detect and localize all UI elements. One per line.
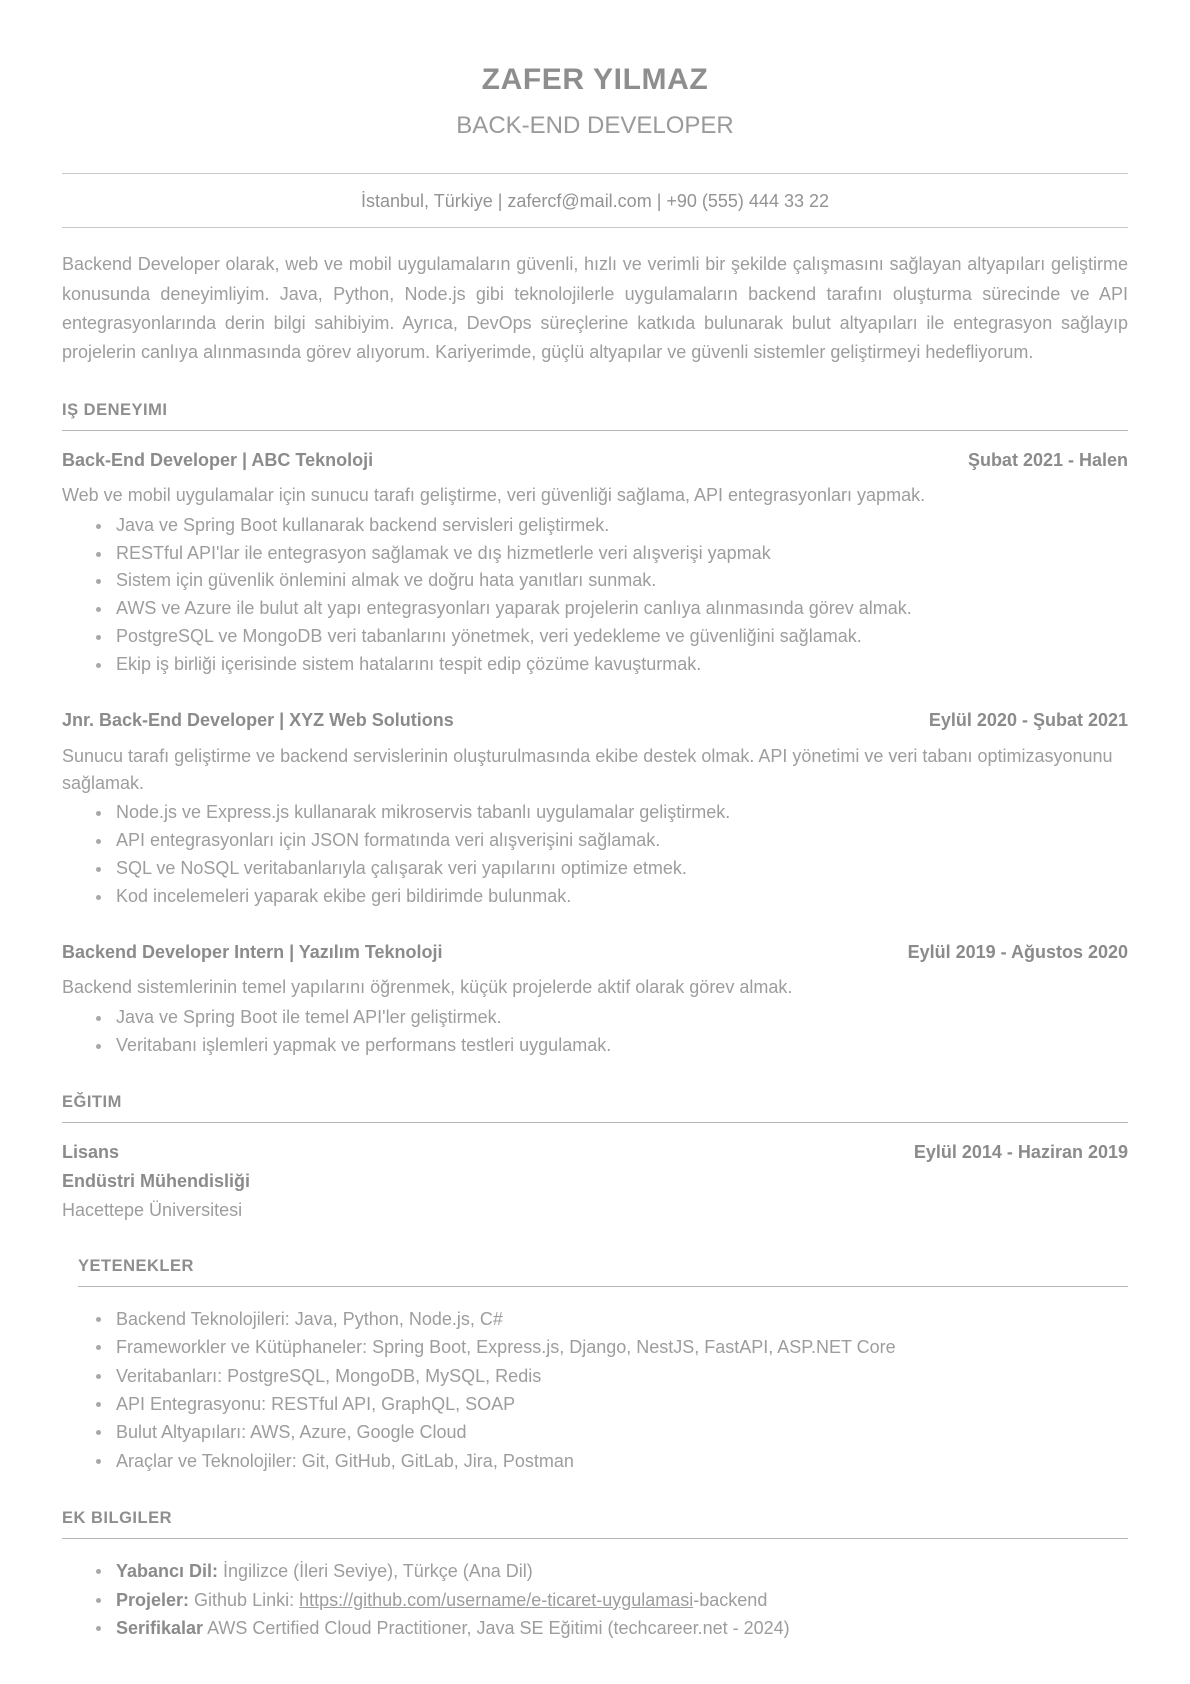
list-item	[96, 1614, 1128, 1642]
list-item: Backend Teknolojileri: Java, Python, Node.js, C#	[96, 1305, 1128, 1333]
education-section	[62, 1093, 1128, 1222]
entry-spacer	[62, 701, 1128, 709]
experience-description: Web ve mobil uygulamalar için sunucu tarafı geliştirme, veri güvenliği sağlama, API entegrasyonları yapmak.	[62, 485, 926, 506]
experience-role: Jnr. Back-End Developer | XYZ Web Solutions	[62, 710, 454, 731]
experience-description: Sunucu tarafı geliştirme ve backend servislerinin oluşturulmasında ekibe destek olmak. API yönetimi ve veri tabanı optimizasyonunu sağlamak.	[62, 745, 1113, 793]
candidate-job-title: BACK-END DEVELOPER	[456, 112, 734, 139]
education-date: Eylül 2014 - Haziran 2019	[913, 1142, 1128, 1163]
education-heading: EĞITIM	[62, 1093, 122, 1112]
experience-divider	[62, 430, 1128, 431]
extra-info-label: Yabancı Dil:	[116, 1561, 219, 1582]
education-school: Hacettepe Üniversitesi	[62, 1199, 243, 1220]
resume-header	[62, 62, 1128, 141]
experience-role: Back-End Developer | ABC Teknoloji	[62, 449, 374, 470]
education-entry-head	[62, 1141, 1128, 1164]
experience-bullet-list	[62, 799, 1128, 911]
github-project-link[interactable]: https://github.com/username/e-ticaret-uygulamasi	[299, 1589, 694, 1610]
contact-block	[62, 173, 1128, 229]
education-degree: Lisans	[62, 1142, 120, 1163]
experience-section	[62, 401, 1128, 1059]
list-item: API Entegrasyonu: RESTful API, GraphQL, SOAP	[96, 1390, 1128, 1418]
experience-heading: IŞ DENEYIMI	[62, 401, 168, 420]
extra-info-heading: EK BILGILER	[62, 1509, 173, 1528]
list-item: Bulut Altyapıları: AWS, Azure, Google Cloud	[96, 1418, 1128, 1446]
list-item: Frameworkler ve Kütüphaneler: Spring Boot, Express.js, Django, NestJS, FastAPI, ASP.NET Core	[96, 1333, 1128, 1361]
contact-bottom-divider	[62, 227, 1128, 228]
experience-entry	[62, 941, 1128, 1060]
extra-info-label: Serifikalar	[116, 1618, 204, 1639]
extra-info-divider	[62, 1538, 1128, 1539]
list-item: Ekip iş birliği içerisinde sistem hatalarını tespit edip çözüme kavuşturmak.	[96, 651, 1128, 679]
list-item: AWS ve Azure ile bulut alt yapı entegrasyonları yaparak projelerin canlıya alınmasında görev almak.	[96, 595, 1128, 623]
skills-heading: YETENEKLER	[78, 1256, 194, 1275]
extra-info-link-suffix: -backend	[693, 1589, 768, 1610]
experience-date: Eylül 2019 - Ağustos 2020	[907, 941, 1128, 962]
experience-entry-head	[62, 709, 1128, 732]
list-item: API entegrasyonları için JSON formatında veri alışverişini sağlamak.	[96, 827, 1128, 855]
list-item: PostgreSQL ve MongoDB veri tabanlarını yönetmek, veri yedekleme ve güvenliğini sağlamak.	[96, 623, 1128, 651]
list-item: RESTful API'lar ile entegrasyon sağlamak ve dış hizmetlerle veri alışverişi yapmak	[96, 540, 1128, 568]
list-item: Node.js ve Express.js kullanarak mikroservis tabanlı uygulamalar geliştirmek.	[96, 799, 1128, 827]
experience-bullet-list	[62, 1004, 1128, 1060]
experience-role: Backend Developer Intern | Yazılım Teknoloji	[62, 941, 443, 962]
extra-info-value: AWS Certified Cloud Practitioner, Java SE Eğitimi (techcareer.net - 2024)	[203, 1618, 790, 1639]
experience-description: Backend sistemlerinin temel yapılarını öğrenmek, küçük projelerde aktif olarak görev almak.	[62, 977, 793, 998]
extra-info-value: Github Linki:	[189, 1589, 300, 1610]
experience-entry-head	[62, 941, 1128, 964]
list-item: Kod incelemeleri yaparak ekibe geri bildirimde bulunmak.	[96, 883, 1128, 911]
list-item: Java ve Spring Boot kullanarak backend servisleri geliştirmek.	[96, 512, 1128, 540]
list-item	[96, 1557, 1128, 1585]
experience-bullet-list	[62, 512, 1128, 679]
experience-entry	[62, 449, 1128, 679]
list-item: Veritabanları: PostgreSQL, MongoDB, MySQL, Redis	[96, 1362, 1128, 1390]
candidate-name: ZAFER YILMAZ	[481, 63, 709, 96]
list-item: Java ve Spring Boot ile temel API'ler geliştirmek.	[96, 1004, 1128, 1032]
list-item: SQL ve NoSQL veritabanlarıyla çalışarak veri yapılarını optimize etmek.	[96, 855, 1128, 883]
list-item: Araçlar ve Teknolojiler: Git, GitHub, GitLab, Jira, Postman	[96, 1447, 1128, 1475]
list-item: Sistem için güvenlik önlemini almak ve doğru hata yanıtları sunmak.	[96, 567, 1128, 595]
extra-info-label: Projeler:	[116, 1589, 190, 1610]
extra-info-section	[62, 1509, 1128, 1642]
experience-entry	[62, 709, 1128, 911]
contact-line: İstanbul, Türkiye | zafercf@mail.com | +90 (555) 444 33 22	[360, 190, 830, 211]
skills-divider	[78, 1286, 1128, 1287]
education-divider	[62, 1122, 1128, 1123]
list-item: Veritabanı işlemleri yapmak ve performans testleri uygulamak.	[96, 1032, 1128, 1060]
extra-info-list	[62, 1557, 1128, 1642]
education-entry	[62, 1141, 1128, 1223]
experience-date: Şubat 2021 - Halen	[967, 449, 1128, 470]
professional-summary: Backend Developer olarak, web ve mobil uygulamaların güvenli, hızlı ve verimli bir şekilde çalışmasını sağlayan altyapıları geliştirme konusunda deneyimliyim. Java, Python, Node.js gibi teknolojilerle uygulamaların backend tarafını oluşturma sürecinde ve API entegrasyonlarında derin bilgi sahibiyim. Ayrıca, DevOps süreçlerine katkıda bulunarak bulut altyapıları ile entegrasyon sağlayıp projelerin canlıya alınmasında görev alıyorum. Kariyerimde, güçlü altyapılar ve güvenli sistemler geliştirmeyi hedefliyorum.	[62, 254, 1128, 362]
list-item	[96, 1586, 1128, 1614]
extra-info-value: İngilizce (İleri Seviye), Türkçe (Ana Dil)	[218, 1561, 533, 1582]
entry-spacer	[62, 933, 1128, 941]
experience-date: Eylül 2020 - Şubat 2021	[928, 710, 1128, 731]
skills-list	[62, 1305, 1128, 1476]
education-field: Endüstri Mühendisliği	[62, 1170, 250, 1191]
experience-entry-head	[62, 449, 1128, 472]
skills-section	[62, 1257, 1128, 1475]
